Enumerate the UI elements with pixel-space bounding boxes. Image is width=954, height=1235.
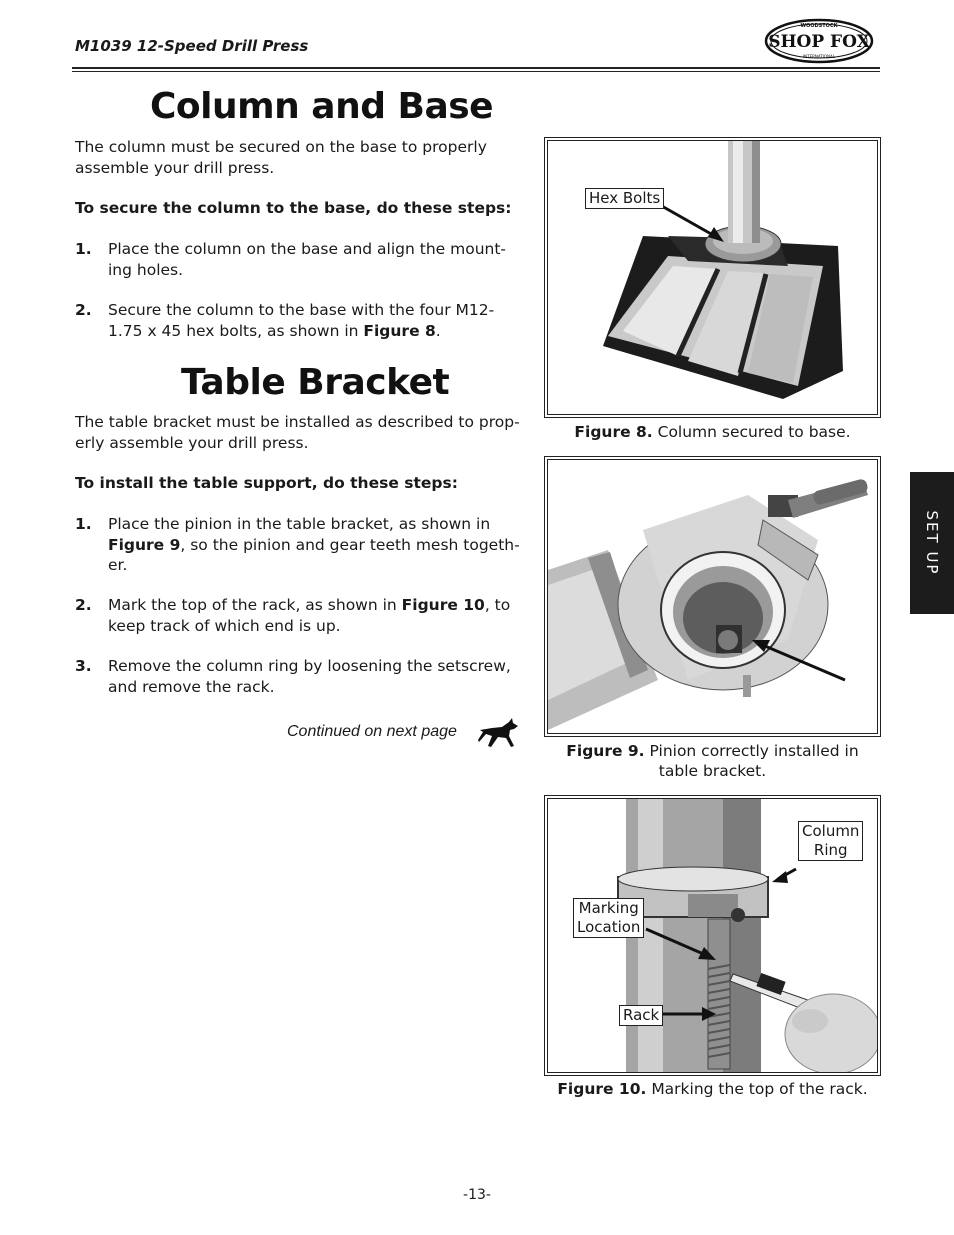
svg-text:SHOP FOX: SHOP FOX (768, 32, 870, 52)
figure-8-frame (544, 137, 881, 418)
section2-step-3 (75, 656, 525, 697)
document-title: M1039 12-Speed Drill Press (75, 37, 309, 55)
figure-9-image (547, 459, 878, 734)
section-title-column-base: Column and Base (150, 86, 494, 127)
section1-step-2 (75, 300, 525, 341)
page-number: -13- (463, 1187, 491, 1203)
figure-9-caption (544, 741, 881, 781)
section2-intro: The table bracket must be installed as described to prop-erly assemble your drill press. (75, 413, 520, 452)
step-text (108, 300, 525, 341)
tab-label: SET UP (923, 510, 941, 576)
section1-lead: To secure the column to the base, do these steps: (75, 199, 512, 217)
figure-10-image (547, 798, 878, 1073)
step-text-part: Place the pinion in the table bracket, as shown in (108, 515, 491, 533)
callout-hex-bolts: Hex Bolts (585, 188, 664, 209)
figure-caption-text: Pinion correctly installed in (649, 742, 859, 760)
shop-fox-logo (764, 16, 874, 64)
section2-step-2 (75, 595, 525, 636)
section2-lead: To install the table support, do these steps: (75, 474, 458, 492)
figure-caption-text: Marking the top of the rack. (651, 1080, 868, 1098)
figure-label: Figure 8. (574, 423, 653, 441)
step-text-part: Secure the column to the base with the four M12-1.75 x 45 hex bolts, as shown in (108, 301, 495, 340)
section-tab-setup[interactable] (910, 472, 954, 614)
callout-text: Column (802, 822, 860, 840)
figure-9-frame (544, 456, 881, 737)
fox-running-icon (476, 716, 520, 752)
step-number: 1. (75, 515, 92, 533)
step-text: Place the column on the base and align the mount-ing holes. (108, 240, 507, 279)
callout-rack: Rack (619, 1005, 663, 1026)
header-rule (72, 67, 880, 69)
figure-label: Figure 9. (566, 742, 645, 760)
step-number: 2. (75, 596, 92, 614)
figure-10-frame (544, 795, 881, 1076)
section-title-table-bracket: Table Bracket (181, 362, 450, 403)
figure-ref: Figure 10 (401, 596, 485, 614)
section1-step-1 (75, 239, 525, 280)
step-text (108, 595, 525, 636)
step-number: 2. (75, 301, 92, 319)
step-text-part: , to keep track of which end is up. (108, 596, 511, 635)
continued-note: Continued on next page (287, 723, 457, 740)
step-text (108, 514, 525, 576)
figure-label: Figure 10. (557, 1080, 647, 1098)
svg-text:INTERNATIONAL: INTERNATIONAL (802, 54, 836, 59)
figure-10-caption (544, 1079, 881, 1099)
step-text-part: Mark the top of the rack, as shown in (108, 596, 402, 614)
callout-text: Location (577, 918, 641, 936)
section1-intro: The column must be secured on the base to properly assemble your drill press. (75, 138, 487, 177)
section2-step-1 (75, 514, 525, 576)
header-rule-thin (72, 71, 880, 72)
figure-caption-text: Column secured to base. (657, 423, 851, 441)
callout-column-ring (798, 821, 863, 861)
step-text: Remove the column ring by loosening the setscrew, and remove the rack. (108, 657, 511, 696)
step-number: 3. (75, 657, 92, 675)
callout-text: Ring (813, 841, 848, 859)
step-number: 1. (75, 240, 92, 258)
figure-8-image (547, 140, 878, 415)
figure-caption-text: table bracket. (658, 762, 767, 780)
step-text-part: , so the pinion and gear teeth mesh togeth-er. (108, 535, 520, 574)
figure-8-caption (544, 422, 881, 442)
callout-text: Marking (578, 899, 639, 917)
svg-text:WOODSTOCK: WOODSTOCK (800, 23, 838, 29)
figure-ref: Figure 8 (363, 321, 436, 340)
callout-marking-location (573, 898, 644, 938)
step-text-part: . (435, 321, 441, 340)
figure-ref: Figure 9 (108, 535, 181, 554)
